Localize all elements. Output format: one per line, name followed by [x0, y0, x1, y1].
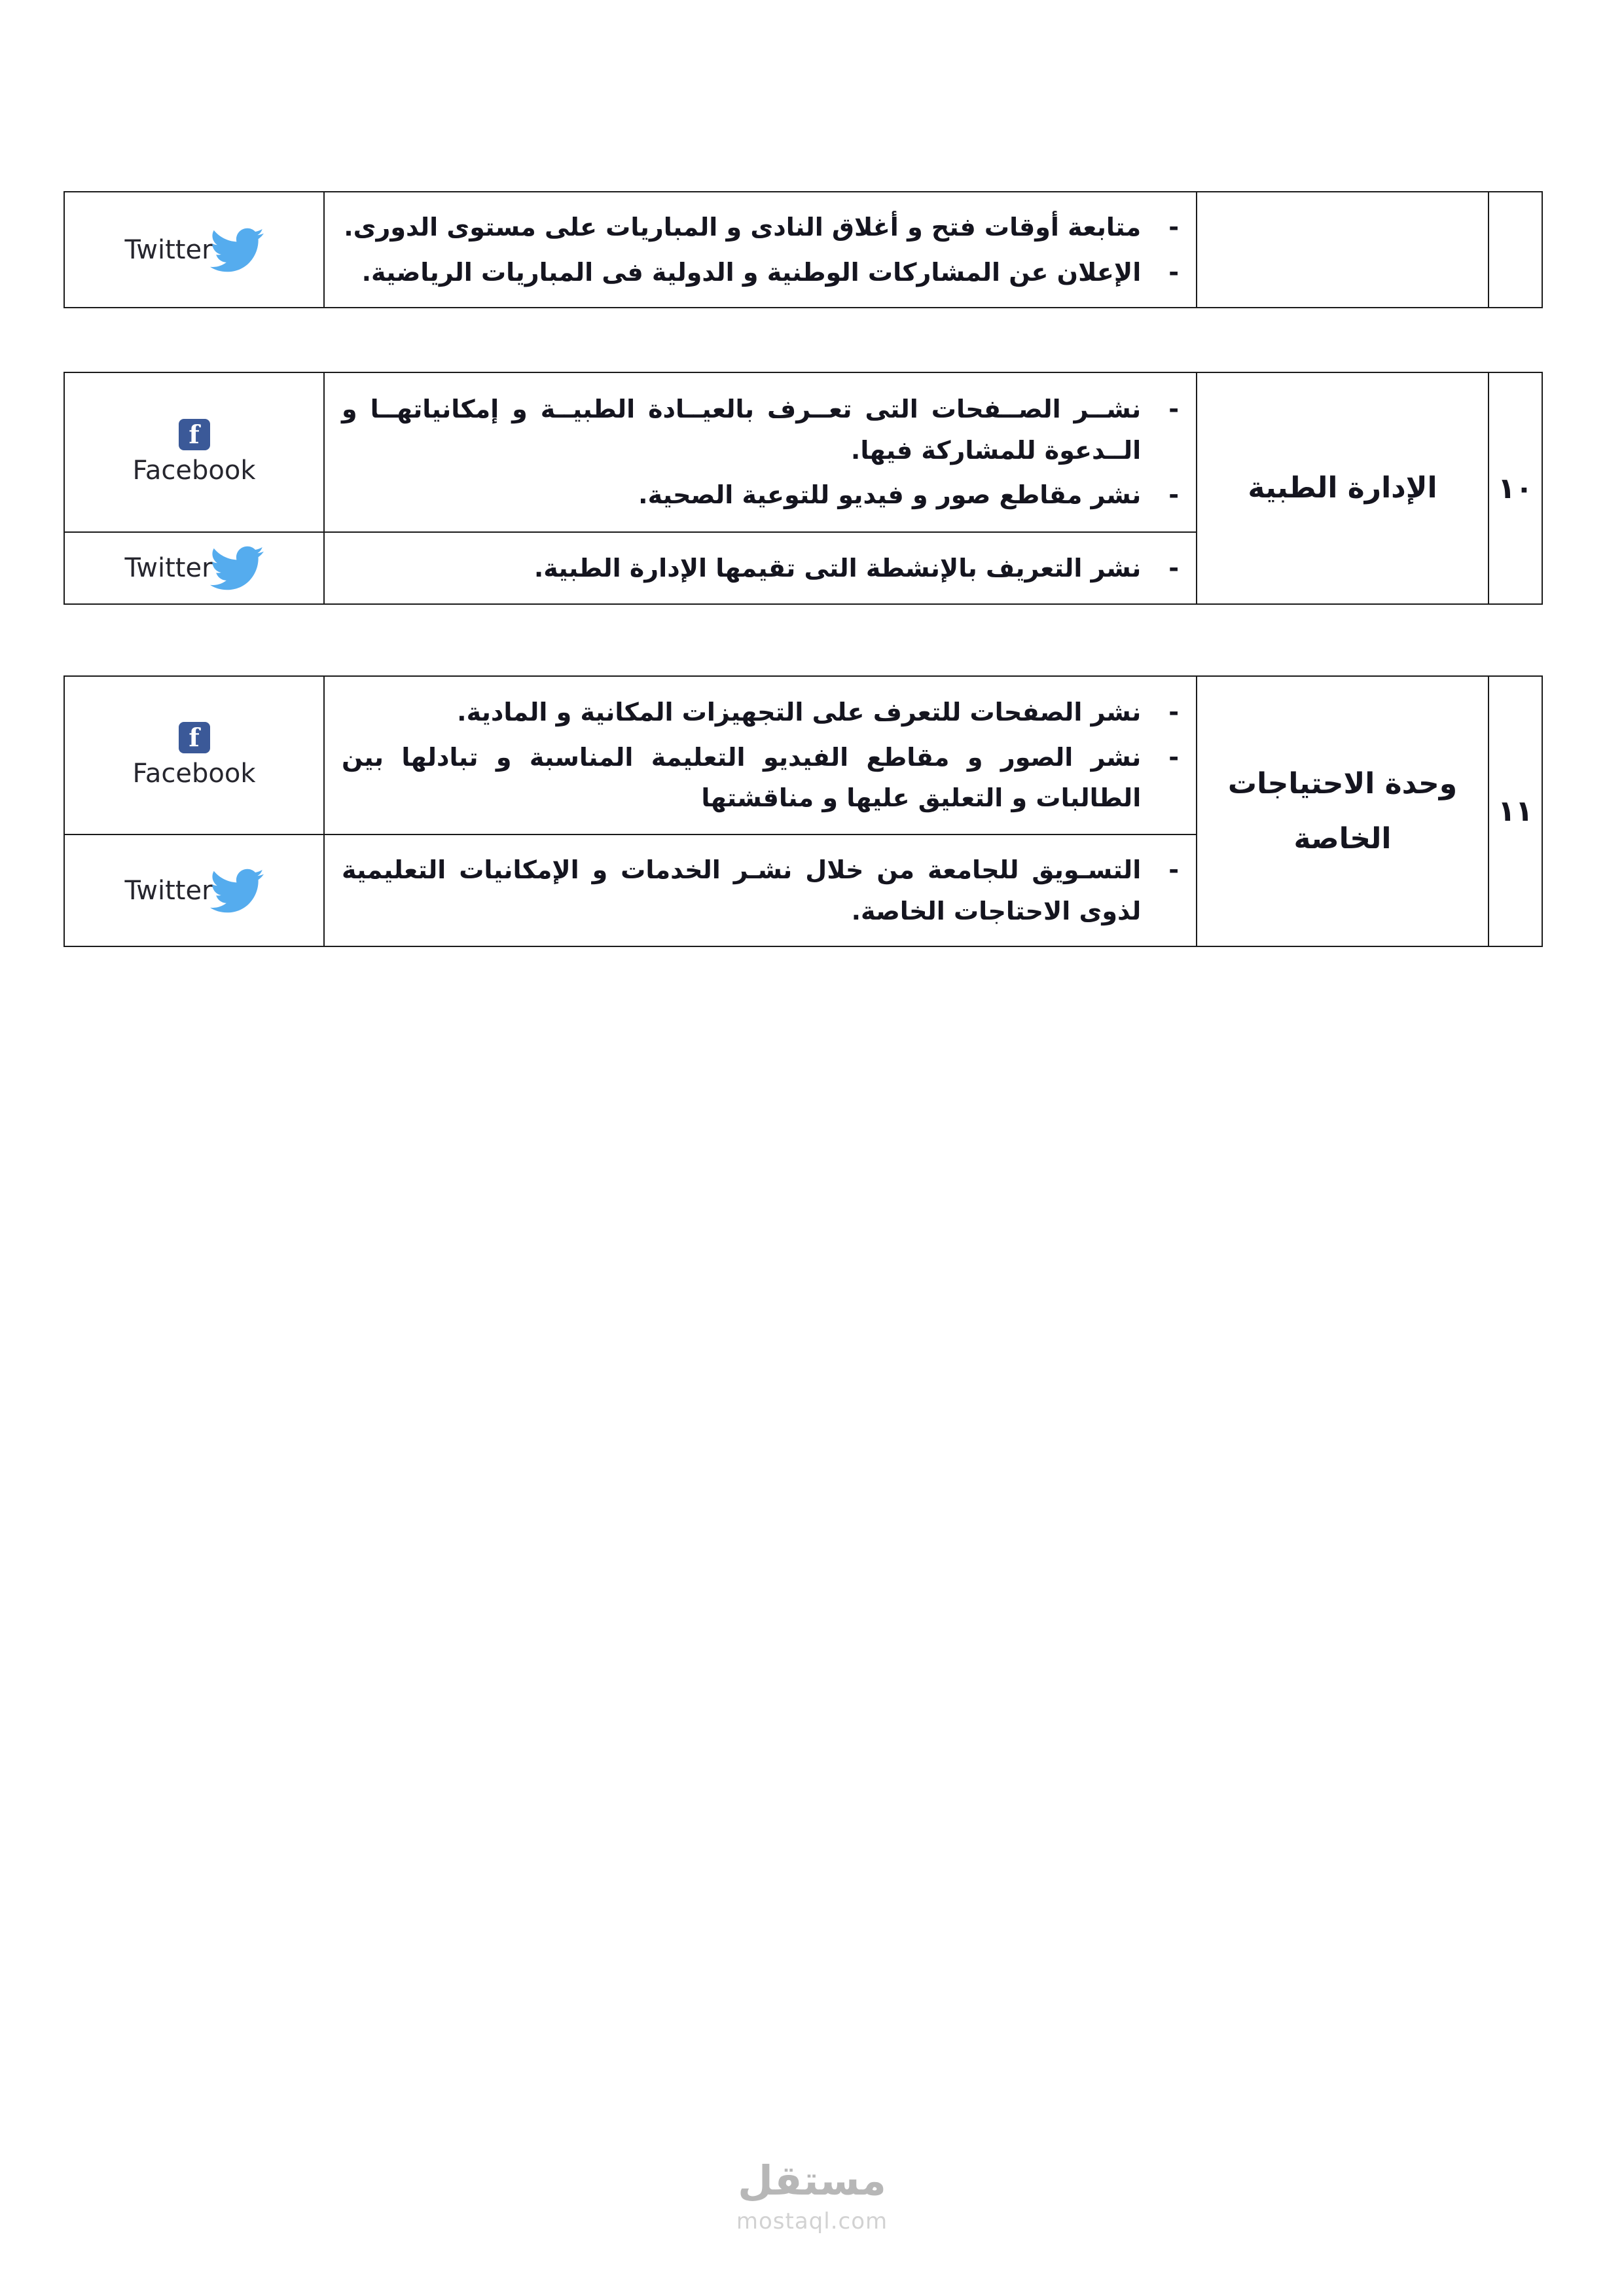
content-cell — [324, 834, 1197, 946]
bullet-marker: - — [1168, 697, 1179, 726]
department-cell: وحدة الاحتياجات الخاصة — [1197, 676, 1489, 946]
platform-label: Facebook — [132, 759, 256, 789]
table-continuation — [63, 191, 1543, 308]
platform-cell — [64, 372, 324, 532]
list-item — [342, 475, 1179, 516]
watermark-logo: مستقل — [738, 2157, 886, 2204]
table-row — [64, 372, 1542, 532]
platform-label: Twitter — [124, 875, 213, 906]
bullet-marker: - — [1168, 480, 1179, 510]
twitter-icon — [210, 864, 264, 918]
table-row — [64, 676, 1542, 834]
twitter-platform — [65, 223, 323, 277]
watermark — [0, 2157, 1624, 2234]
bullet-marker: - — [1168, 553, 1179, 583]
row-number-cell — [1489, 192, 1542, 308]
bullet-text: متابعة أوقات فتح و أغلاق النادى و المباريات على مستوى الدورى. — [344, 213, 1142, 242]
row-number-cell: ١٠ — [1489, 372, 1542, 604]
bullet-marker: - — [1168, 394, 1179, 423]
list-item — [342, 252, 1179, 293]
facebook-platform — [65, 419, 323, 486]
bullet-list — [342, 548, 1179, 589]
content-cell — [324, 676, 1197, 834]
platform-cell — [64, 676, 324, 834]
platform-cell — [64, 834, 324, 946]
platform-label: Facebook — [132, 456, 256, 486]
list-item — [342, 548, 1179, 589]
content-cell — [324, 532, 1197, 604]
facebook-icon: f — [179, 419, 210, 450]
bullet-text: الإعلان عن المشاركات الوطنية و الدولية فى المباريات الرياضية. — [361, 257, 1142, 287]
row-number-cell: ١١ — [1489, 676, 1542, 946]
watermark-site-url: mostaql.com — [736, 2208, 888, 2234]
twitter-platform — [65, 541, 323, 595]
bullet-marker: - — [1168, 213, 1179, 242]
table-medical-administration — [63, 372, 1543, 605]
facebook-platform — [65, 722, 323, 789]
platform-cell — [64, 532, 324, 604]
bullet-text: نشر مقاطع صور و فيديو للتوعية الصحية. — [638, 480, 1142, 510]
bullet-text: نشــر الصــفحات التى تعــرف بالعيــادة الطبيــة و إمكانياتهــا و الــدعوة للمشاركة فيها. — [342, 394, 1142, 465]
platform-cell — [64, 192, 324, 308]
table-row — [64, 192, 1542, 308]
bullet-text: التسـويق للجامعة من خلال نشـر الخدمات و الإمكانيات التعليمية لذوى الاحتاجات الخاصة. — [342, 855, 1142, 925]
bullet-marker: - — [1168, 257, 1179, 287]
bullet-list — [342, 692, 1179, 819]
bullet-list — [342, 207, 1179, 293]
platform-label: Twitter — [124, 234, 213, 265]
department-cell: الإدارة الطبية — [1197, 372, 1489, 604]
twitter-icon — [210, 223, 264, 277]
list-item — [342, 389, 1179, 471]
table-special-needs-unit — [63, 675, 1543, 947]
bullet-text: نشر الصور و مقاطع الفيديو التعليمة المناسبة و تبادلها بين الطالبات و التعليق عليها و مناقشتها — [342, 742, 1142, 813]
bullet-text: نشر الصفحات للتعرف على التجهيزات المكانية و المادية. — [457, 697, 1142, 726]
bullet-marker: - — [1168, 855, 1179, 884]
content-cell — [324, 372, 1197, 532]
twitter-icon — [210, 541, 264, 595]
list-item — [342, 692, 1179, 733]
platform-label: Twitter — [124, 553, 213, 583]
twitter-platform — [65, 864, 323, 918]
list-item — [342, 207, 1179, 248]
bullet-list — [342, 850, 1179, 931]
facebook-icon: f — [179, 722, 210, 753]
bullet-text: نشر التعريف بالإنشطة التى تقيمها الإدارة الطبية. — [533, 553, 1142, 583]
list-item — [342, 850, 1179, 931]
bullet-marker: - — [1168, 742, 1179, 772]
content-cell — [324, 192, 1197, 308]
list-item — [342, 737, 1179, 819]
department-cell — [1197, 192, 1489, 308]
bullet-list — [342, 389, 1179, 516]
